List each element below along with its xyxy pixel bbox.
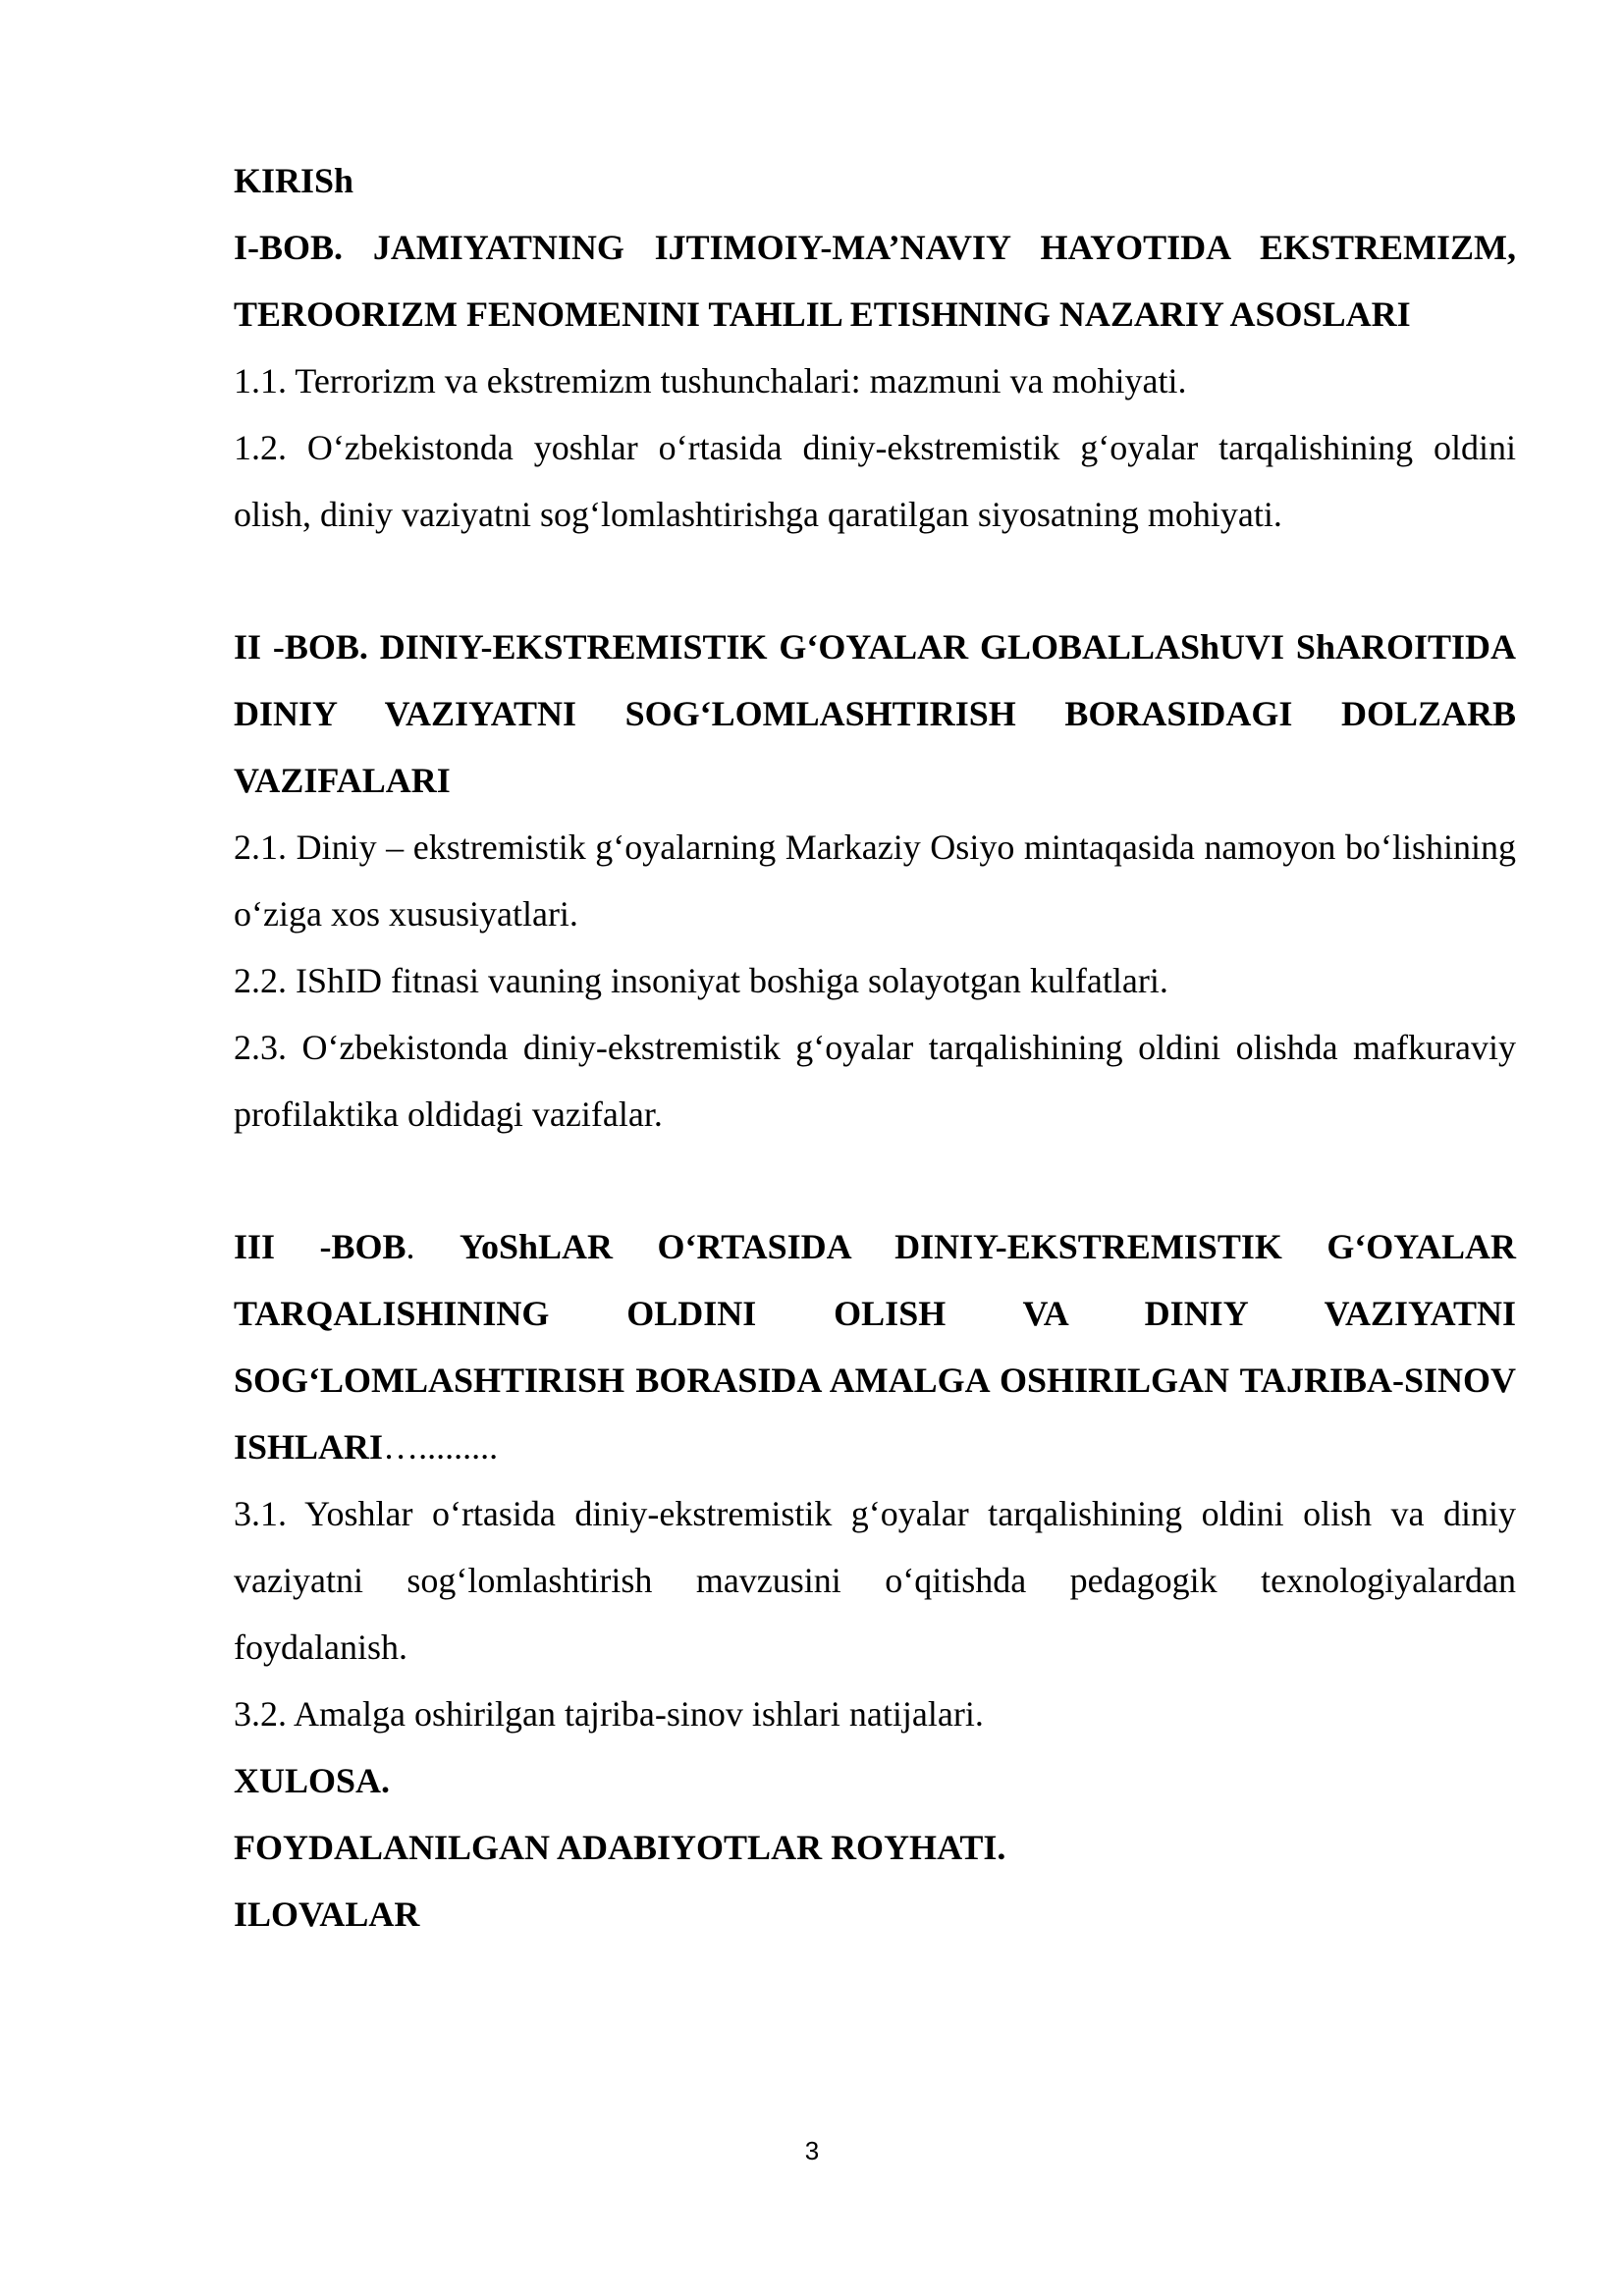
section-3-1: 3.1. Yoshlar o‘rtasida diniy-ekstremistik g‘oyalar tarqalishining oldini olish va diniy vaziyatni sog‘lomlashtirish mavzusini o‘qitishda pedagogik texnologiyalardan foydalanish. [234,1494,1516,1667]
page-number: 3 [804,2136,820,2165]
chapter-1-title: I-BOB. JAMIYATNING IJTIMOIY-MA’NAVIY HAYOTIDA EKSTREMIZM, TEROORIZM FENOMENINI TAHLIL ETISHNING NAZARIY ASOSLARI [234,228,1516,334]
section-3-2: 3.2. Amalga oshirilgan tajriba-sinov ishlari natijalari. [234,1694,984,1734]
chapter-3-separator: . [406,1227,460,1266]
toc-references: FOYDALANILGAN ADABIYOTLAR ROYHATI. [234,1828,1006,1867]
table-of-contents [234,147,1516,1948]
section-2-3: 2.3. O‘zbekistonda diniy-ekstremistik g‘oyalar tarqalishining oldini olishda mafkuraviy profilaktika oldidagi vazifalar. [234,1028,1516,1134]
spacer [234,1148,1516,1213]
chapter-3-title [234,1213,1516,1480]
spacer [234,548,1516,614]
toc-conclusion: XULOSA. [234,1761,391,1800]
toc-appendices: ILOVALAR [234,1895,420,1934]
section-1-2: 1.2. O‘zbekistonda yoshlar o‘rtasida diniy-ekstremistik g‘oyalar tarqalishining oldini olish, diniy vaziyatni sog‘lomlashtirishga qaratilgan siyosatning mohiyati. [234,428,1516,534]
chapter-3-dots: …......... [383,1427,499,1467]
section-2-1: 2.1. Diniy – ekstremistik g‘oyalarning Markaziy Osiyo mintaqasida namoyon bo‘lishining o‘ziga xos xususiyatlari. [234,828,1516,934]
section-2-2: 2.2. IShID fitnasi vauning insoniyat boshiga solayotgan kulfatlari. [234,961,1168,1000]
chapter-3-prefix: III -BOB [234,1227,406,1266]
chapter-3-main-title: YoShLAR O‘RTASIDA DINIY-EKSTREMISTIK G‘OYALAR TARQALISHINING OLDINI OLISH VA DINIY VAZIYATNI SOG‘LOMLASHTIRISH BORASIDA AMALGA OSHIRILGAN TAJRIBA-SINOV ISHLARI [234,1227,1517,1467]
toc-intro: KIRISh [234,161,354,200]
section-1-1: 1.1. Terrorizm va ekstremizm tushunchalari: mazmuni va mohiyati. [234,361,1187,400]
chapter-2-title: II -BOB. DINIY-EKSTREMISTIK G‘OYALAR GLOBALLAShUVI ShAROITIDA DINIY VAZIYATNI SOG‘LOMLASHTIRISH BORASIDAGI DOLZARB VAZIFALARI [234,627,1516,800]
